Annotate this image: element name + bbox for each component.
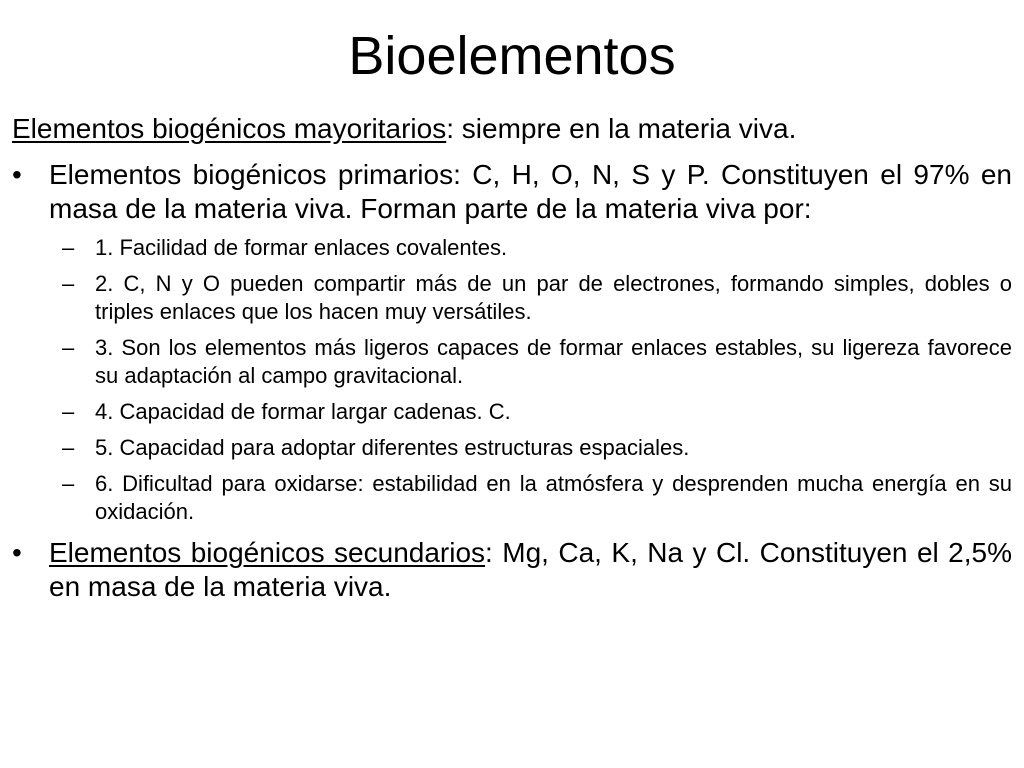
reason-text: 6. Dificultad para oxidarse: estabilidad en la atmósfera y desprenden mucha energía en su oxidación. [95, 471, 1012, 524]
dash-mark: – [62, 271, 75, 296]
list-item [12, 398, 1012, 426]
reason-text: 1. Facilidad de formar enlaces covalentes. [95, 235, 508, 260]
bullet-mark: • [12, 159, 22, 190]
slide-title: Bioelementos [348, 26, 676, 86]
dash-mark: – [62, 399, 75, 424]
secondary-rest: : Mg, Ca, K, Na y Cl. Constituyen el 2,5% en masa de la materia viva. [49, 537, 1012, 602]
reason-text: 2. C, N y O pueden compartir más de un par de electrones, formando simples, dobles o triples enlaces que los hacen muy versátiles. [95, 271, 1012, 324]
intro-label: Elementos biogénicos mayoritarios [12, 113, 447, 144]
dash-mark: – [62, 335, 75, 360]
bullet-secondary [12, 536, 1012, 604]
slide-content [12, 112, 1012, 612]
list-item [12, 270, 1012, 326]
bullet-primary [12, 158, 1012, 226]
list-item [12, 470, 1012, 526]
intro-rest: : siempre en la materia viva. [446, 113, 797, 144]
intro-line [12, 112, 1012, 146]
reason-text: 3. Son los elementos más ligeros capaces de formar enlaces estables, su ligereza favorece su adaptación al campo gravitacional. [95, 335, 1012, 388]
reasons-list [12, 234, 1012, 526]
bullet-mark: • [12, 537, 22, 568]
list-item [12, 234, 1012, 262]
reason-text: 4. Capacidad de formar largar cadenas. C. [95, 399, 511, 424]
dash-mark: – [62, 435, 75, 460]
list-item [12, 434, 1012, 462]
bullet-primary-text: Elementos biogénicos primarios: C, H, O, N, S y P. Constituyen el 97% en masa de la materia viva. Forman parte de la materia viva por: [49, 159, 1012, 224]
reason-text: 5. Capacidad para adoptar diferentes estructuras espaciales. [95, 435, 690, 460]
dash-mark: – [62, 235, 75, 260]
secondary-label: Elementos biogénicos secundarios [49, 537, 486, 568]
list-item [12, 334, 1012, 390]
dash-mark: – [62, 471, 75, 496]
